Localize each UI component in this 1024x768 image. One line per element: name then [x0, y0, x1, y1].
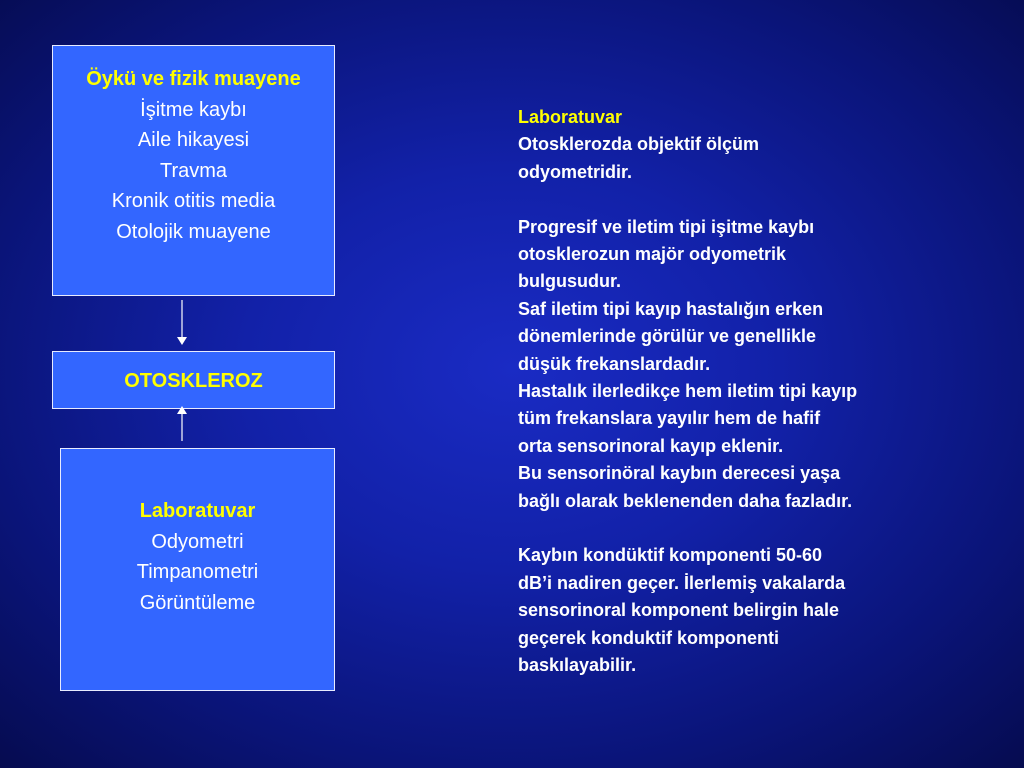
text-line: bağlı olarak beklenenden daha fazladır. — [518, 490, 853, 511]
text-line: tüm frekanslara yayılır hem de hafif — [518, 408, 821, 429]
lab-item: Görüntüleme — [139, 591, 256, 614]
text-line: Hastalık ilerledikçe hem iletim tipi kayıp — [518, 381, 858, 402]
text-line: odyometridir. — [518, 161, 633, 182]
paragraph-gap — [518, 515, 988, 542]
diagnosis-box — [52, 351, 335, 409]
lab-box — [60, 448, 335, 691]
history-item: Aile hikayesi — [137, 129, 250, 151]
history-item: İşitme kaybı — [140, 98, 247, 121]
history-box — [52, 45, 335, 296]
text-line: Otosklerozda objektif ölçüm — [518, 134, 760, 155]
text-line: Bu sensorinöral kaybın derecesi yaşa — [518, 463, 841, 484]
lab-item: Odyometri — [151, 530, 244, 553]
arrow-up-icon — [174, 405, 190, 443]
lab-description-heading: Laboratuvar — [518, 107, 623, 127]
lab-item: Timpanometri — [136, 561, 259, 583]
text-line: geçerek konduktif komponenti — [518, 627, 780, 648]
text-line: baskılayabilir. — [518, 655, 637, 676]
text-line: Progresif ve iletim tipi işitme kaybı — [518, 216, 815, 237]
text-line: düşük frekanslardadır. — [518, 353, 711, 374]
text-line: bulgusudur. — [518, 271, 621, 292]
text-line: Kaybın kondüktif komponenti 50-60 — [518, 545, 823, 566]
diagnosis-title: OTOSKLEROZ — [124, 370, 263, 392]
text-line: Saf iletim tipi kayıp hastalığın erken — [518, 298, 824, 319]
history-item: Travma — [159, 159, 228, 182]
lab-box-title: Laboratuvar — [139, 500, 256, 522]
arrow-down-icon — [174, 300, 190, 346]
lab-description — [518, 104, 988, 680]
text-line: dB’i nadiren geçer. İlerlemiş vakalarda — [518, 572, 846, 593]
text-line: sensorinoral komponent belirgin hale — [518, 600, 840, 621]
text-line: otosklerozun majör odyometrik — [518, 244, 787, 265]
history-item: Otolojik muayene — [116, 220, 271, 243]
text-line: orta sensorinoral kayıp eklenir. — [518, 435, 784, 456]
paragraph-gap — [518, 186, 988, 213]
history-item: Kronik otitis media — [111, 190, 276, 212]
history-box-title: Öykü ve fizik muayene — [86, 68, 301, 90]
text-line: dönemlerinde görülür ve genellikle — [518, 326, 817, 347]
